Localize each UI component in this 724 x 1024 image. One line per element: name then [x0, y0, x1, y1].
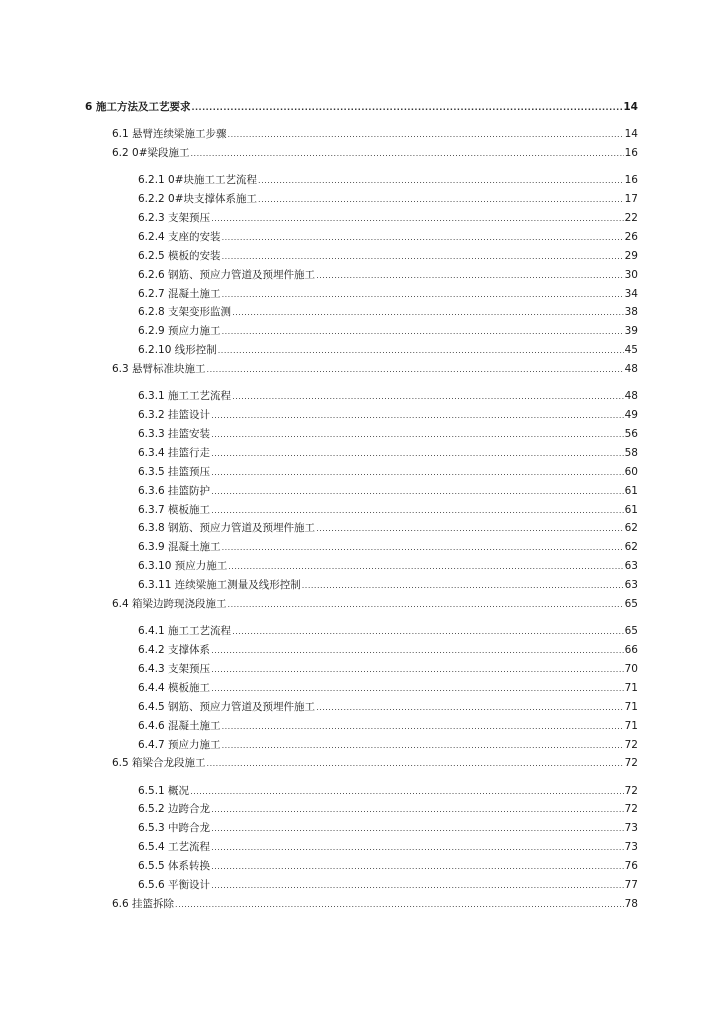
toc-entry[interactable]: [138, 172, 638, 188]
toc-entry-title[interactable]: 6.3.3 挂篮安装: [138, 428, 211, 440]
toc-dot-leader: [222, 324, 624, 340]
toc-dot-leader: [232, 389, 624, 405]
toc-dot-leader: [211, 211, 624, 227]
toc-entry[interactable]: [138, 407, 638, 423]
toc-page-number: 30: [624, 269, 638, 281]
toc-dot-leader: [191, 100, 622, 116]
toc-entry-title[interactable]: 6.2.8 支架变形监测: [138, 306, 232, 318]
toc-entry[interactable]: [138, 839, 638, 855]
toc-dot-leader: [222, 287, 624, 303]
toc-entry-title[interactable]: 6.5.6 平衡设计: [138, 879, 211, 891]
toc-entry[interactable]: [138, 661, 638, 677]
toc-entry[interactable]: [138, 267, 638, 283]
toc-entry[interactable]: [138, 783, 638, 799]
toc-entry[interactable]: [138, 558, 638, 574]
toc-dot-leader: [228, 597, 624, 613]
toc-entry-title[interactable]: 6.2.7 混凝土施工: [138, 288, 221, 300]
toc-page-number: 70: [624, 663, 638, 675]
toc-dot-leader: [211, 821, 624, 837]
toc-dot-leader: [207, 756, 624, 772]
toc-page-number: 14: [623, 101, 638, 113]
toc-entry[interactable]: [112, 145, 638, 161]
toc-dot-leader: [211, 802, 624, 818]
toc-page-number: 34: [624, 288, 638, 300]
toc-page-number: 14: [624, 128, 638, 140]
toc-page-number: 63: [624, 560, 638, 572]
toc-dot-leader: [211, 878, 624, 894]
toc-entry-title[interactable]: 6.4.1 施工工艺流程: [138, 625, 232, 637]
toc-entry[interactable]: [138, 623, 638, 639]
toc-dot-leader: [190, 784, 624, 800]
toc-entry[interactable]: [138, 577, 638, 593]
toc-page-number: 16: [624, 147, 638, 159]
toc-entry-title[interactable]: 6.3.1 施工工艺流程: [138, 390, 232, 402]
toc-dot-leader: [211, 484, 624, 500]
toc-dot-leader: [228, 559, 623, 575]
toc-dot-leader: [211, 465, 624, 481]
toc-entry-title[interactable]: 6.2.5 模板的安装: [138, 250, 221, 262]
toc-page-number: 73: [624, 822, 638, 834]
toc-entry-title[interactable]: 6.4.4 模板施工: [138, 682, 211, 694]
toc-page-number: 61: [624, 504, 638, 516]
toc-entry-title[interactable]: 6.2.1 0#块施工工艺流程: [138, 174, 258, 186]
toc-page-number: 66: [624, 644, 638, 656]
toc-entry-title[interactable]: 6.4.7 预应力施工: [138, 739, 221, 751]
toc-entry[interactable]: [138, 248, 638, 264]
toc-entry[interactable]: [138, 323, 638, 339]
toc-entry[interactable]: [138, 642, 638, 658]
toc-entry[interactable]: [138, 426, 638, 442]
toc-entry[interactable]: [138, 520, 638, 536]
toc-entry-title[interactable]: 6.1 悬臂连续梁施工步骤: [112, 128, 227, 140]
toc-entry-title[interactable]: 6.6 挂篮拆除: [112, 898, 175, 910]
toc-entry-title[interactable]: 6.3.9 混凝土施工: [138, 541, 221, 553]
toc-entry-title[interactable]: 6.3 悬臂标准块施工: [112, 363, 206, 375]
toc-page-number: 56: [624, 428, 638, 440]
toc-page-number: 71: [624, 701, 638, 713]
toc-page-number: 17: [624, 193, 638, 205]
toc-dot-leader: [222, 738, 624, 754]
toc-entry[interactable]: [138, 229, 638, 245]
toc-entry-title[interactable]: 6.4.6 混凝土施工: [138, 720, 221, 732]
toc-entry[interactable]: [138, 445, 638, 461]
toc-dot-leader: [222, 230, 624, 246]
toc-dot-leader: [175, 897, 624, 913]
toc-page-number: 73: [624, 841, 638, 853]
toc-dot-leader: [211, 662, 624, 678]
toc-page-number: 61: [624, 485, 638, 497]
toc-entry-title[interactable]: 6.5.2 边跨合龙: [138, 803, 211, 815]
toc-dot-leader: [218, 343, 624, 359]
toc-entry-title[interactable]: 6.3.11 连续梁施工测量及线形控制: [138, 579, 301, 591]
toc-entry[interactable]: [138, 388, 638, 404]
toc-entry[interactable]: [138, 483, 638, 499]
toc-page-number: 72: [624, 803, 638, 815]
toc-entry-title[interactable]: 6.5.5 体系转换: [138, 860, 211, 872]
toc-entry-title[interactable]: 6.5.3 中跨合龙: [138, 822, 211, 834]
toc-entry-title[interactable]: 6.4 箱梁边跨现浇段施工: [112, 598, 227, 610]
toc-entry[interactable]: [112, 361, 638, 377]
toc-dot-leader: [207, 362, 624, 378]
toc-page-number: 77: [624, 879, 638, 891]
toc-entry[interactable]: [112, 896, 638, 912]
toc-dot-leader: [302, 578, 624, 594]
toc-dot-leader: [211, 643, 624, 659]
toc-entry-title[interactable]: 6.3.5 挂篮预压: [138, 466, 211, 478]
toc-page-number: 65: [624, 598, 638, 610]
toc-dot-leader: [316, 700, 624, 716]
toc-entry[interactable]: [138, 539, 638, 555]
toc-dot-leader: [316, 521, 624, 537]
toc-entry-title[interactable]: 6.4.2 支撑体系: [138, 644, 211, 656]
toc-page-number: 29: [624, 250, 638, 262]
toc-entry-title[interactable]: 6.4.3 支架预压: [138, 663, 211, 675]
toc-page-number: 26: [624, 231, 638, 243]
toc-page-number: 48: [624, 390, 638, 402]
toc-entry-title[interactable]: 6.2.10 线形控制: [138, 344, 217, 356]
toc-entry[interactable]: [138, 699, 638, 715]
toc-entry-title[interactable]: 6.5.1 概况: [138, 785, 190, 797]
toc-page-number: 76: [624, 860, 638, 872]
toc-page-number: 38: [624, 306, 638, 318]
toc-page-number: 16: [624, 174, 638, 186]
toc-entry-title[interactable]: 6.3.10 预应力施工: [138, 560, 228, 572]
toc-page-number: 72: [624, 785, 638, 797]
toc-dot-leader: [232, 305, 624, 321]
toc-dot-leader: [228, 127, 624, 143]
toc-entry[interactable]: [85, 99, 638, 115]
toc-dot-leader: [222, 540, 624, 556]
toc-entry[interactable]: [138, 464, 638, 480]
toc-page-number: 45: [624, 344, 638, 356]
toc-entry-title[interactable]: 6.2.3 支架预压: [138, 212, 211, 224]
toc-dot-leader: [211, 503, 624, 519]
toc-entry-title[interactable]: 6.3.6 挂篮防护: [138, 485, 211, 497]
toc-page-number: 71: [624, 682, 638, 694]
toc-page-number: 72: [624, 757, 638, 769]
toc-entry[interactable]: [138, 304, 638, 320]
toc-entry[interactable]: [138, 820, 638, 836]
toc-entry[interactable]: [138, 737, 638, 753]
toc-entry[interactable]: [112, 126, 638, 142]
toc-page-number: 65: [624, 625, 638, 637]
toc-dot-leader: [258, 173, 624, 189]
toc-entry-title[interactable]: 6.4.5 钢筋、预应力管道及预埋件施工: [138, 701, 316, 713]
toc-dot-leader: [258, 192, 624, 208]
toc-entry[interactable]: [138, 680, 638, 696]
toc-dot-leader: [211, 408, 624, 424]
toc-dot-leader: [211, 859, 624, 875]
toc-entry[interactable]: [138, 286, 638, 302]
toc-entry-title[interactable]: 6.2.6 钢筋、预应力管道及预埋件施工: [138, 269, 316, 281]
toc-page-number: 62: [624, 541, 638, 553]
toc-dot-leader: [191, 146, 624, 162]
toc-entry[interactable]: [138, 502, 638, 518]
toc-page-number: 58: [624, 447, 638, 459]
toc-page-number: 60: [624, 466, 638, 478]
toc-page-number: 48: [624, 363, 638, 375]
toc-entry[interactable]: [138, 342, 638, 358]
toc-page-number: 39: [624, 325, 638, 337]
toc-dot-leader: [211, 681, 624, 697]
toc-entry[interactable]: [138, 718, 638, 734]
toc-page-number: 72: [624, 739, 638, 751]
toc-entry[interactable]: [138, 877, 638, 893]
toc-entry-title[interactable]: 6.5 箱梁合龙段施工: [112, 757, 206, 769]
toc-entry-title[interactable]: 6.3.2 挂篮设计: [138, 409, 211, 421]
toc-page-number: 62: [624, 522, 638, 534]
toc-dot-leader: [232, 624, 624, 640]
toc-page-number: 78: [624, 898, 638, 910]
toc-entry-title[interactable]: 6.2.2 0#块支撑体系施工: [138, 193, 258, 205]
toc-entry-title[interactable]: 6.3.8 钢筋、预应力管道及预埋件施工: [138, 522, 316, 534]
toc-entry-title[interactable]: 6.3.4 挂篮行走: [138, 447, 211, 459]
toc-entry-title[interactable]: 6.5.4 工艺流程: [138, 841, 211, 853]
toc-entry[interactable]: [138, 801, 638, 817]
toc-entry-title[interactable]: 6 施工方法及工艺要求: [85, 101, 191, 113]
toc-dot-leader: [211, 840, 624, 856]
toc-entry[interactable]: [112, 755, 638, 771]
toc-entry-title[interactable]: 6.2.4 支座的安装: [138, 231, 221, 243]
toc-entry[interactable]: [138, 191, 638, 207]
toc-page-number: 22: [624, 212, 638, 224]
toc-page-number: 71: [624, 720, 638, 732]
toc-entry[interactable]: [138, 858, 638, 874]
toc-dot-leader: [222, 249, 624, 265]
toc-entry[interactable]: [138, 210, 638, 226]
toc-entry[interactable]: [112, 596, 638, 612]
toc-entry-title[interactable]: 6.3.7 模板施工: [138, 504, 211, 516]
toc-dot-leader: [316, 268, 624, 284]
toc-dot-leader: [211, 446, 624, 462]
toc-page-number: 49: [624, 409, 638, 421]
toc-dot-leader: [222, 719, 624, 735]
toc-dot-leader: [211, 427, 624, 443]
toc-page-number: 63: [624, 579, 638, 591]
toc-entry-title[interactable]: 6.2.9 预应力施工: [138, 325, 221, 337]
toc-entry-title[interactable]: 6.2 0#梁段施工: [112, 147, 190, 159]
